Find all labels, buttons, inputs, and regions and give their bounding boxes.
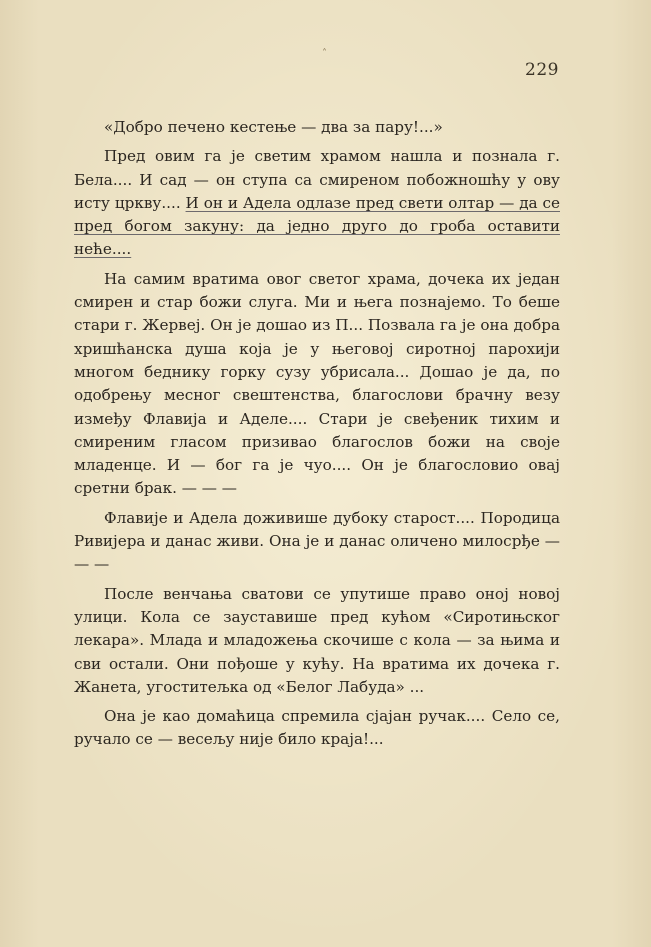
paragraph-6: Она је као домаћица спремила сјајан ручак.... Село се, ручало се — весељу није било краја!... [74,707,560,749]
paragraph-5: После венчања сватови се упутише право оној новој улици. Кола се зауставише пред кућом «Сиротињског лекара». Млада и младожења скочише с кола — за њима и сви остали. Они пођоше у кућу. На вратима их дочека г. Жанета, угоститељка од «Белог Лабуда» ... [74,584,560,696]
pencil-mark: ˄ [322,48,327,59]
page-number: 229 [525,60,559,80]
underlined-passage: И он и Адела одлазе пред свети олтар — да се пред богом закуну: да једно друго до гроба оставити неће.... [74,193,560,259]
paragraph-2-text: Пред овим га је светим храмом нашла и познала г. Бела.... И сад — он ступа са смиреном побожношћу у ову исту цркву.... [74,147,560,212]
paragraph-1: «Добро печено кестење — два за пару!...» [104,118,443,136]
paragraph-3: На самим вратима овог светог храма, дочека их један смирен и стар божи слуга. Ми и њега познајемо. То беше стари г. Жервеј. Он је дошао из П... Позвала га је она добра хришћанска душа која је у његовој сиротној парохији многом беднику горку сузу убрисала... Дошао је да, по одобрењу месног свештенства, благослови брачну везу између Флавија и Аделе.... Стари је свеђеник тихим и смиреним гласом призивао благослов божи на своје младенце. И — бог га је чуо.... Он је благословио овај сретни брак. — — — [74,269,560,498]
body-text [74,116,560,752]
paragraph-4: Флавије и Адела доживише дубоку старост.... Породица Ривијера и данас живи. Она је и данас оличено милосрђе — — — [74,508,560,574]
paragraph-2 [74,145,560,261]
